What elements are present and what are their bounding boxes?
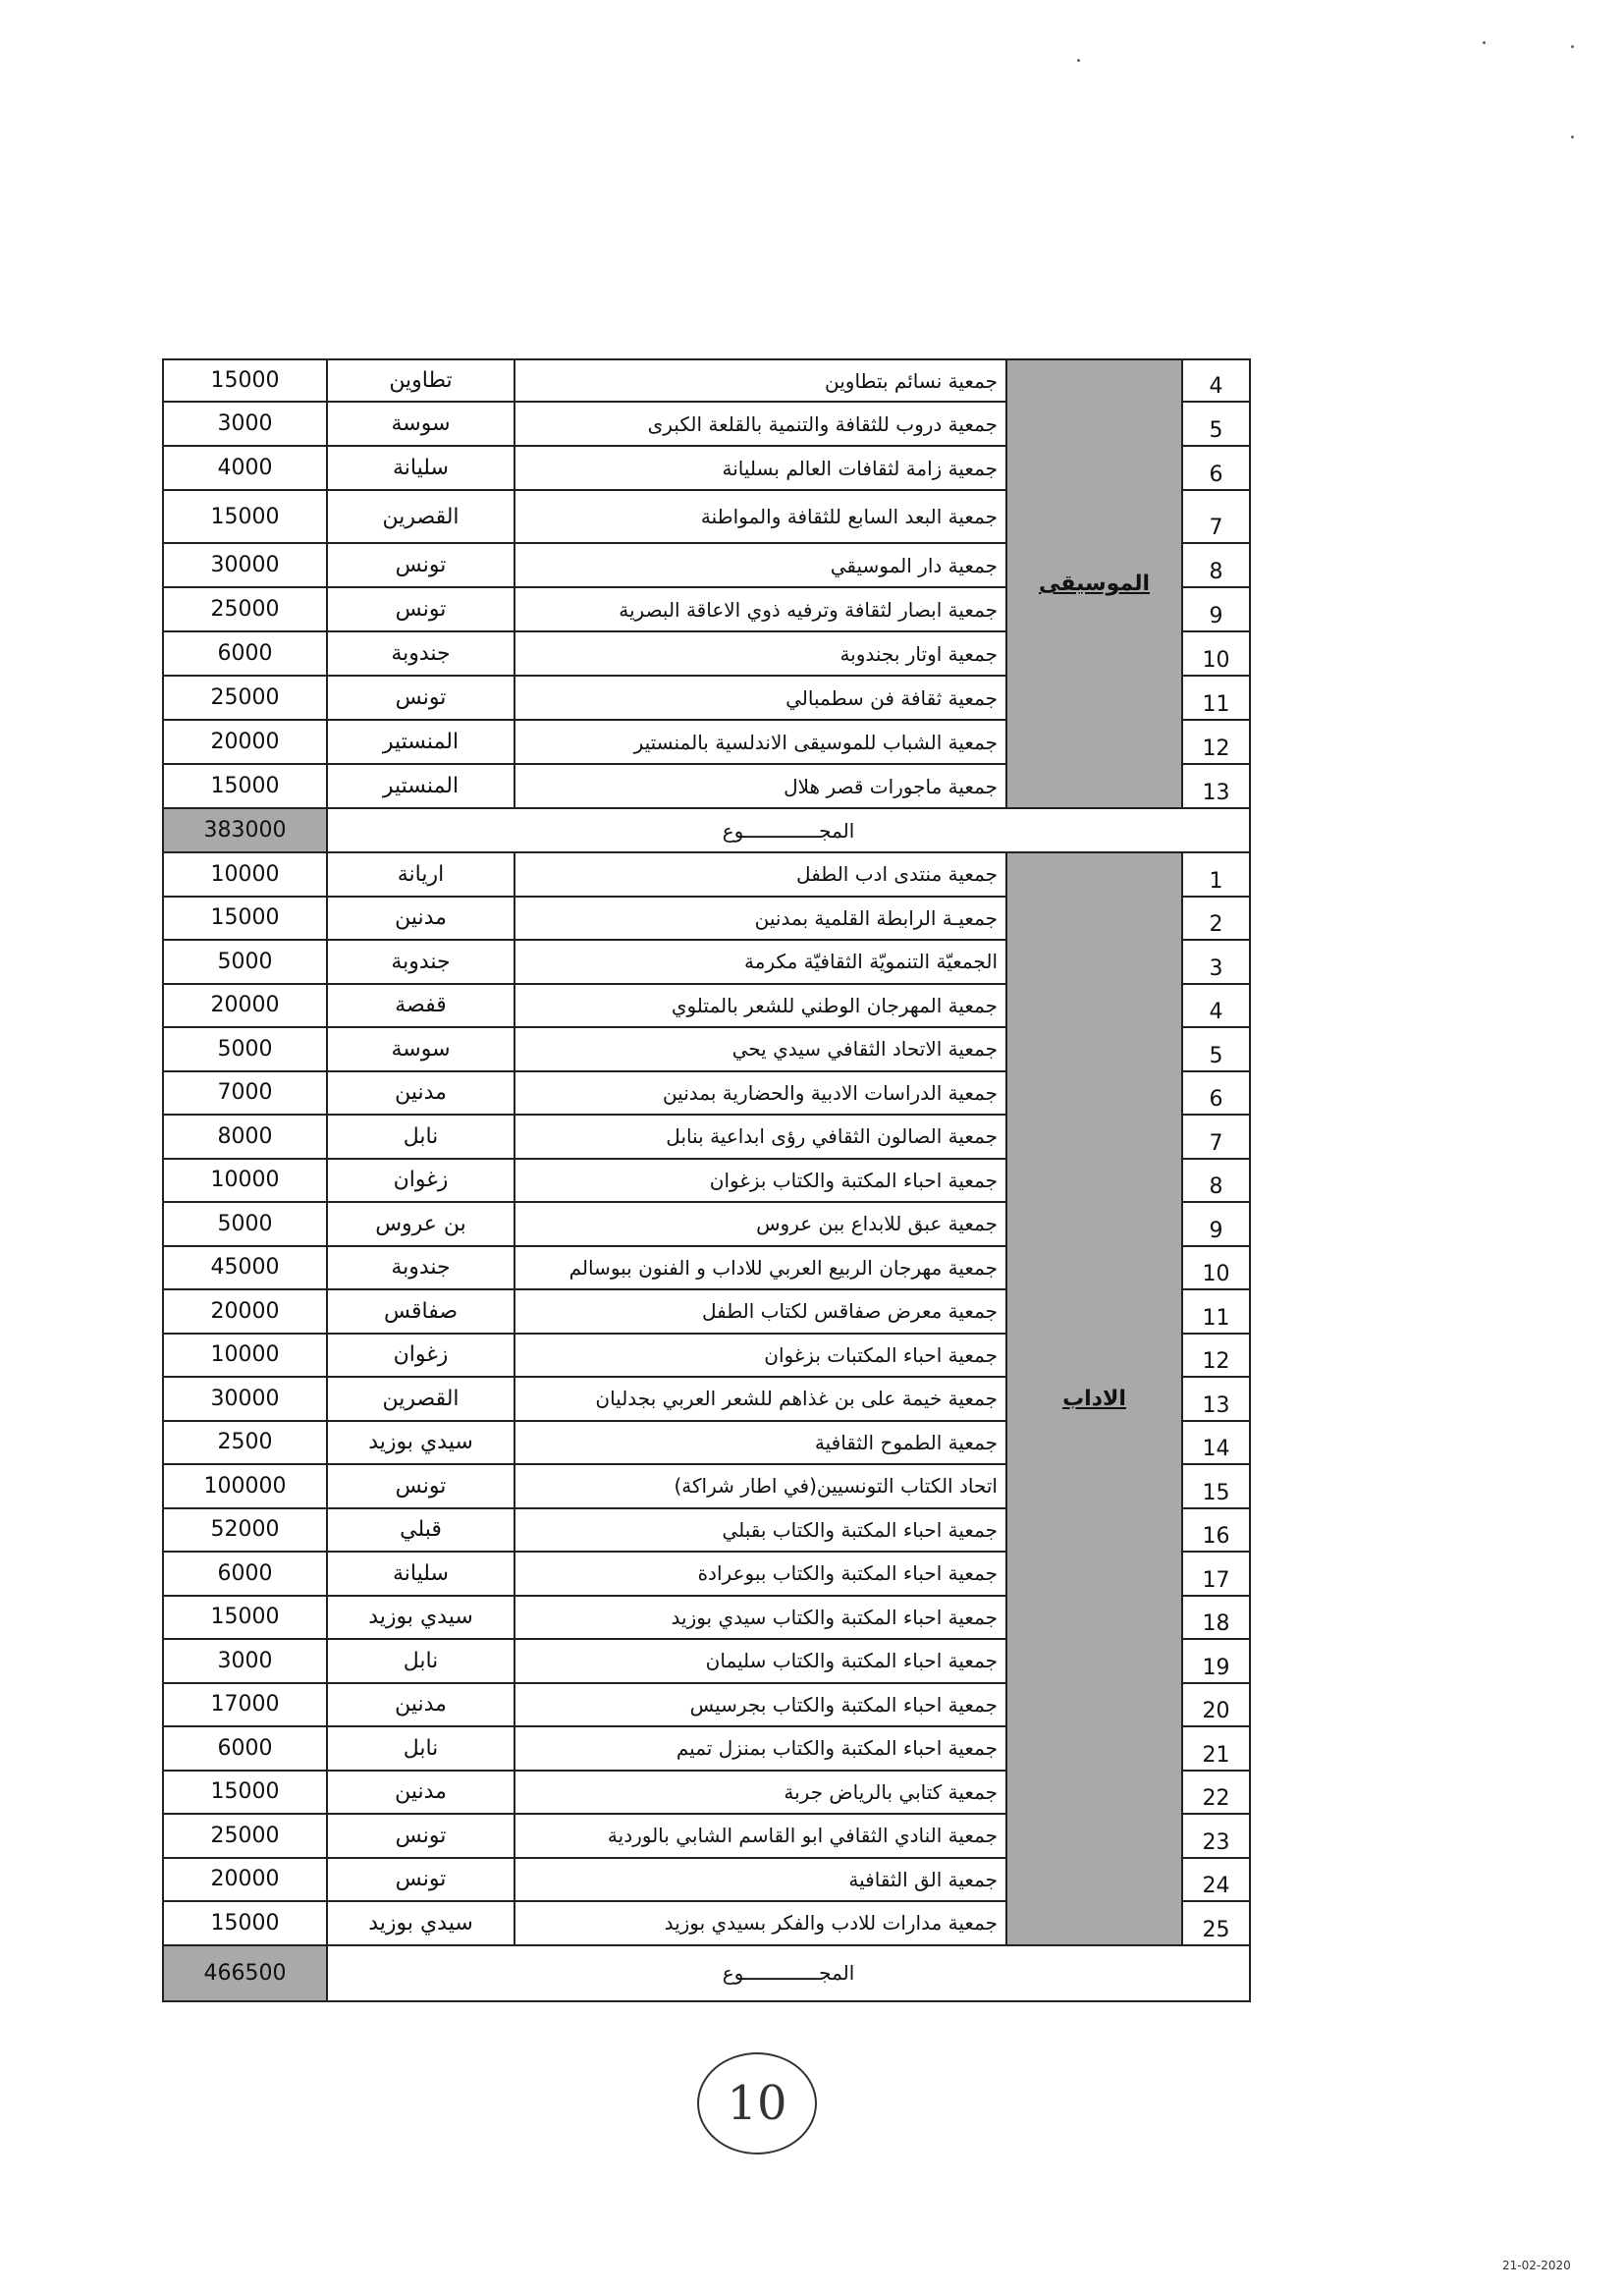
association-name: جمعية الطموح الثقافية (514, 1421, 1006, 1465)
row-number: 24 (1182, 1858, 1250, 1902)
row-number: 17 (1182, 1552, 1250, 1596)
grant-amount: 100000 (163, 1464, 327, 1508)
row-number: 8 (1182, 543, 1250, 587)
association-name: جمعية خيمة على بن غذاهم للشعر العربي بجدليان (514, 1377, 1006, 1421)
grant-amount: 5000 (163, 1027, 327, 1071)
row-number: 8 (1182, 1159, 1250, 1203)
association-name: جمعية زامة لثقافات العالم بسليانة (514, 446, 1006, 490)
grant-amount: 5000 (163, 940, 327, 984)
grant-amount: 30000 (163, 543, 327, 587)
row-number: 3 (1182, 940, 1250, 984)
scan-speck (1571, 136, 1574, 138)
association-name: جمعية احباء المكتبة والكتاب بمنزل تميم (514, 1726, 1006, 1771)
scan-date: 21-02-2020 (1502, 2259, 1571, 2272)
total-amount: 466500 (163, 1945, 327, 2001)
governorate: صفاقس (327, 1289, 514, 1334)
governorate: تونس (327, 676, 514, 720)
grant-amount: 2500 (163, 1421, 327, 1465)
governorate: تطاوين (327, 359, 514, 402)
association-name: جمعية الق الثقافية (514, 1858, 1006, 1902)
association-name: جمعية ماجورات قصر هلال (514, 764, 1006, 808)
association-name: جمعية احباء المكتبة والكتاب بزغوان (514, 1159, 1006, 1203)
grant-amount: 4000 (163, 446, 327, 490)
grants-table (162, 358, 1251, 2002)
grant-amount: 7000 (163, 1071, 327, 1116)
grant-amount: 15000 (163, 490, 327, 543)
category-label: الاداب (1062, 1386, 1126, 1411)
row-number: 25 (1182, 1901, 1250, 1945)
association-name: جمعية الشباب للموسيقى الاندلسية بالمنستير (514, 720, 1006, 764)
page-number-stamp (697, 2052, 817, 2155)
row-number: 16 (1182, 1508, 1250, 1553)
governorate: قفصة (327, 984, 514, 1028)
grant-amount: 8000 (163, 1115, 327, 1159)
association-name: جمعية معرض صفاقس لكتاب الطفل (514, 1289, 1006, 1334)
association-name: جمعية مدارات للادب والفكر بسيدي بوزيد (514, 1901, 1006, 1945)
association-name: الجمعيّة التنمويّة الثقافيّة مكرمة (514, 940, 1006, 984)
row-number: 12 (1182, 1334, 1250, 1378)
association-name: جمعية احباء المكتبة والكتاب بجرسيس (514, 1683, 1006, 1727)
governorate: نابل (327, 1115, 514, 1159)
total-label: المجـــــــــــــوع (327, 808, 1250, 852)
governorate: سيدي بوزيد (327, 1421, 514, 1465)
row-number: 10 (1182, 631, 1250, 676)
grant-amount: 25000 (163, 587, 327, 631)
governorate: جندوبة (327, 1246, 514, 1290)
association-name: جمعية البعد السابع للثقافة والمواطنة (514, 490, 1006, 543)
row-number: 5 (1182, 1027, 1250, 1071)
governorate: مدنين (327, 897, 514, 941)
governorate: تونس (327, 543, 514, 587)
association-name: جمعية المهرجان الوطني للشعر بالمتلوي (514, 984, 1006, 1028)
row-number: 13 (1182, 764, 1250, 808)
row-number: 14 (1182, 1421, 1250, 1465)
governorate: سيدي بوزيد (327, 1901, 514, 1945)
page-number: 10 (727, 2076, 787, 2131)
grant-amount: 52000 (163, 1508, 327, 1553)
scan-speck (1571, 45, 1574, 48)
grant-amount: 20000 (163, 1289, 327, 1334)
governorate: تونس (327, 1858, 514, 1902)
row-number: 6 (1182, 446, 1250, 490)
row-number: 19 (1182, 1639, 1250, 1683)
governorate: نابل (327, 1726, 514, 1771)
scan-speck (1077, 59, 1080, 62)
association-name: جمعية كتابي بالرياض جربة (514, 1771, 1006, 1815)
row-number: 22 (1182, 1771, 1250, 1815)
grant-amount: 15000 (163, 764, 327, 808)
grant-amount: 3000 (163, 402, 327, 446)
grants-table-container (162, 358, 1249, 2002)
row-number: 21 (1182, 1726, 1250, 1771)
scan-speck (1483, 41, 1486, 44)
grant-amount: 15000 (163, 359, 327, 402)
row-number: 1 (1182, 852, 1250, 897)
row-number: 9 (1182, 587, 1250, 631)
governorate: المنستير (327, 764, 514, 808)
association-name: جمعية احباء المكتبات بزغوان (514, 1334, 1006, 1378)
total-amount: 383000 (163, 808, 327, 852)
grant-amount: 10000 (163, 1334, 327, 1378)
row-number: 23 (1182, 1814, 1250, 1858)
grant-amount: 45000 (163, 1246, 327, 1290)
governorate: سوسة (327, 402, 514, 446)
row-number: 11 (1182, 1289, 1250, 1334)
association-name: جمعية احباء المكتبة والكتاب سيدي بوزيد (514, 1596, 1006, 1640)
governorate: مدنين (327, 1071, 514, 1116)
grant-amount: 20000 (163, 720, 327, 764)
association-name: جمعية احباء المكتبة والكتاب بقبلي (514, 1508, 1006, 1553)
row-number: 7 (1182, 1115, 1250, 1159)
total-label: المجـــــــــــــوع (327, 1945, 1250, 2001)
row-number: 4 (1182, 359, 1250, 402)
row-number: 10 (1182, 1246, 1250, 1290)
governorate: القصرين (327, 490, 514, 543)
total-row (163, 1945, 1250, 2001)
row-number: 20 (1182, 1683, 1250, 1727)
row-number: 2 (1182, 897, 1250, 941)
association-name: جمعية اوتار بجندوبة (514, 631, 1006, 676)
grant-amount: 20000 (163, 1858, 327, 1902)
row-number: 4 (1182, 984, 1250, 1028)
governorate: القصرين (327, 1377, 514, 1421)
association-name: جمعية مهرجان الربيع العربي للاداب و الفنون ببوسالم (514, 1246, 1006, 1290)
grant-amount: 10000 (163, 1159, 327, 1203)
governorate: تونس (327, 587, 514, 631)
association-name: جمعية دار الموسيقي (514, 543, 1006, 587)
grant-amount: 6000 (163, 1726, 327, 1771)
governorate: نابل (327, 1639, 514, 1683)
grant-amount: 10000 (163, 852, 327, 897)
table-row (163, 359, 1250, 402)
governorate: مدنين (327, 1771, 514, 1815)
row-number: 6 (1182, 1071, 1250, 1116)
governorate: جندوبة (327, 940, 514, 984)
grant-amount: 6000 (163, 1552, 327, 1596)
association-name: جمعيـة الرابطة القلمية بمدنين (514, 897, 1006, 941)
grant-amount: 20000 (163, 984, 327, 1028)
row-number: 15 (1182, 1464, 1250, 1508)
association-name: جمعية نسائم بتطاوين (514, 359, 1006, 402)
grant-amount: 3000 (163, 1639, 327, 1683)
association-name: جمعية دروب للثقافة والتنمية بالقلعة الكبرى (514, 402, 1006, 446)
row-number: 13 (1182, 1377, 1250, 1421)
association-name: جمعية النادي الثقافي ابو القاسم الشابي بالوردية (514, 1814, 1006, 1858)
governorate: مدنين (327, 1683, 514, 1727)
association-name: اتحاد الكتاب التونسيين(في اطار شراكة) (514, 1464, 1006, 1508)
governorate: سليانة (327, 446, 514, 490)
governorate: المنستير (327, 720, 514, 764)
grant-amount: 30000 (163, 1377, 327, 1421)
grants-table-body (163, 359, 1250, 2001)
association-name: جمعية منتدى ادب الطفل (514, 852, 1006, 897)
governorate: بن عروس (327, 1202, 514, 1246)
table-row (163, 852, 1250, 897)
governorate: سيدي بوزيد (327, 1596, 514, 1640)
row-number: 12 (1182, 720, 1250, 764)
row-number: 7 (1182, 490, 1250, 543)
association-name: جمعية احباء المكتبة والكتاب سليمان (514, 1639, 1006, 1683)
grant-amount: 17000 (163, 1683, 327, 1727)
grant-amount: 25000 (163, 1814, 327, 1858)
governorate: زغوان (327, 1334, 514, 1378)
association-name: جمعية ثقافة فن سطمبالي (514, 676, 1006, 720)
governorate: قبلي (327, 1508, 514, 1553)
association-name: جمعية عبق للابداع ببن عروس (514, 1202, 1006, 1246)
row-number: 5 (1182, 402, 1250, 446)
association-name: جمعية ابصار لثقافة وترفيه ذوي الاعاقة البصرية (514, 587, 1006, 631)
association-name: جمعية الصالون الثقافي رؤى ابداعية بنابل (514, 1115, 1006, 1159)
governorate: تونس (327, 1464, 514, 1508)
category-cell (1006, 359, 1182, 808)
row-number: 18 (1182, 1596, 1250, 1640)
row-number: 11 (1182, 676, 1250, 720)
category-label: الموسيقى (1038, 572, 1151, 596)
grant-amount: 25000 (163, 676, 327, 720)
grant-amount: 15000 (163, 1901, 327, 1945)
grant-amount: 5000 (163, 1202, 327, 1246)
governorate: جندوبة (327, 631, 514, 676)
association-name: جمعية الاتحاد الثقافي سيدي يحي (514, 1027, 1006, 1071)
association-name: جمعية الدراسات الادبية والحضارية بمدنين (514, 1071, 1006, 1116)
total-row (163, 808, 1250, 852)
governorate: سوسة (327, 1027, 514, 1071)
row-number: 9 (1182, 1202, 1250, 1246)
governorate: تونس (327, 1814, 514, 1858)
grant-amount: 15000 (163, 897, 327, 941)
governorate: اريانة (327, 852, 514, 897)
governorate: زغوان (327, 1159, 514, 1203)
grant-amount: 15000 (163, 1596, 327, 1640)
governorate: سليانة (327, 1552, 514, 1596)
association-name: جمعية احباء المكتبة والكتاب ببوعرادة (514, 1552, 1006, 1596)
grant-amount: 6000 (163, 631, 327, 676)
category-cell (1006, 852, 1182, 1945)
grant-amount: 15000 (163, 1771, 327, 1815)
